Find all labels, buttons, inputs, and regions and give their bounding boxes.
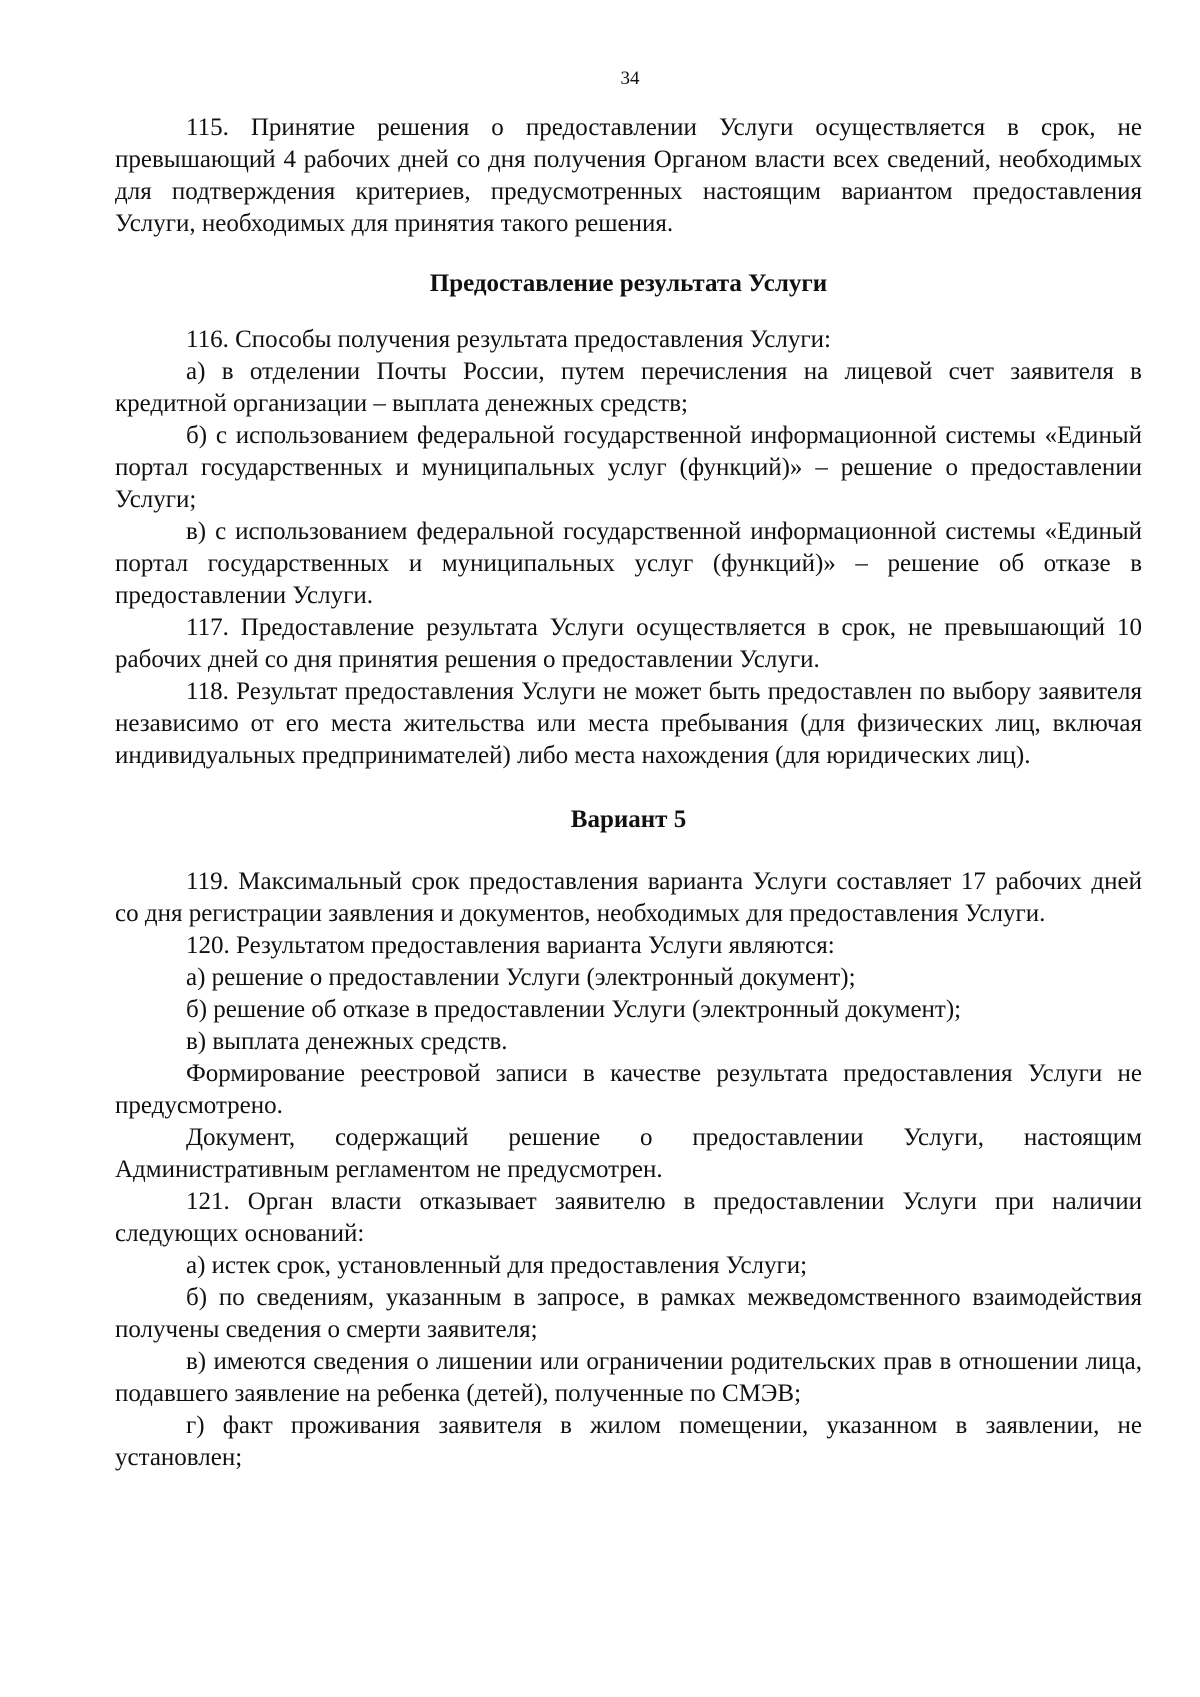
paragraph-121: 121. Орган власти отказывает заявителю в предоставлении Услуги при наличии следующих оснований: (115, 1188, 1142, 1247)
paragraph-registry-record: Формирование реестровой записи в качестве результата предоставления Услуги не предусмотрено. (115, 1060, 1142, 1119)
list-item-116-v: в) с использованием федеральной государственной информационной системы «Единый портал государственных и муниципальных услуг (функций)» – решение об отказе в предоставлении Услуги. (115, 518, 1142, 609)
paragraph-118: 118. Результат предоставления Услуги не может быть предоставлен по выбору заявителя независимо от его места жительства или места пребывания (для физических лиц, включая индивидуальных предпринимателей) либо места нахождения (для юридических лиц). (115, 678, 1142, 769)
paragraph-117: 117. Предоставление результата Услуги осуществляется в срок, не превышающий 10 рабочих дней со дня принятия решения о предоставлении Услуги. (115, 614, 1142, 673)
list-item-121-a: а) истек срок, установленный для предоставления Услуги; (186, 1252, 808, 1279)
list-item-116-b: б) с использованием федеральной государственной информационной системы «Единый портал государственных и муниципальных услуг (функций)» – решение о предоставлении Услуги; (115, 422, 1142, 513)
list-item-116-a: а) в отделении Почты России, путем перечисления на лицевой счет заявителя в кредитной организации – выплата денежных средств; (115, 358, 1142, 417)
page-number: 34 (620, 68, 640, 89)
list-item-120-b: б) решение об отказе в предоставлении Услуги (электронный документ); (186, 996, 962, 1023)
list-item-121-g: г) факт проживания заявителя в жилом помещении, указанном в заявлении, не установлен; (115, 1412, 1142, 1471)
paragraph-116: 116. Способы получения результата предоставления Услуги: (186, 326, 831, 353)
list-item-121-b: б) по сведениям, указанным в запросе, в рамках межведомственного взаимодействия получены сведения о смерти заявителя; (115, 1284, 1142, 1343)
paragraph-115: 115. Принятие решения о предоставлении Услуги осуществляется в срок, не превышающий 4 рабочих дней со дня получения Органом власти всех сведений, необходимых для подтверждения критериев, предусмотренных настоящим вариантом предоставления Услуги, необходимых для принятия такого решения. (115, 114, 1142, 237)
list-item-120-a: а) решение о предоставлении Услуги (электронный документ); (186, 964, 856, 991)
document-body (115, 112, 1142, 1474)
paragraph-119: 119. Максимальный срок предоставления варианта Услуги составляет 17 рабочих дней со дня регистрации заявления и документов, необходимых для предоставления Услуги. (115, 868, 1142, 927)
list-item-121-v: в) имеются сведения о лишении или ограничении родительских прав в отношении лица, подавшего заявление на ребенка (детей), полученные по СМЭВ; (115, 1348, 1142, 1407)
paragraph-120: 120. Результатом предоставления варианта Услуги являются: (186, 932, 835, 959)
paragraph-document-decision: Документ, содержащий решение о предоставлении Услуги, настоящим Административным регламентом не предусмотрен. (115, 1124, 1142, 1183)
list-item-120-v: в) выплата денежных средств. (186, 1028, 508, 1055)
section-heading-variant-5: Вариант 5 (570, 806, 687, 833)
section-heading-result: Предоставление результата Услуги (429, 270, 828, 297)
